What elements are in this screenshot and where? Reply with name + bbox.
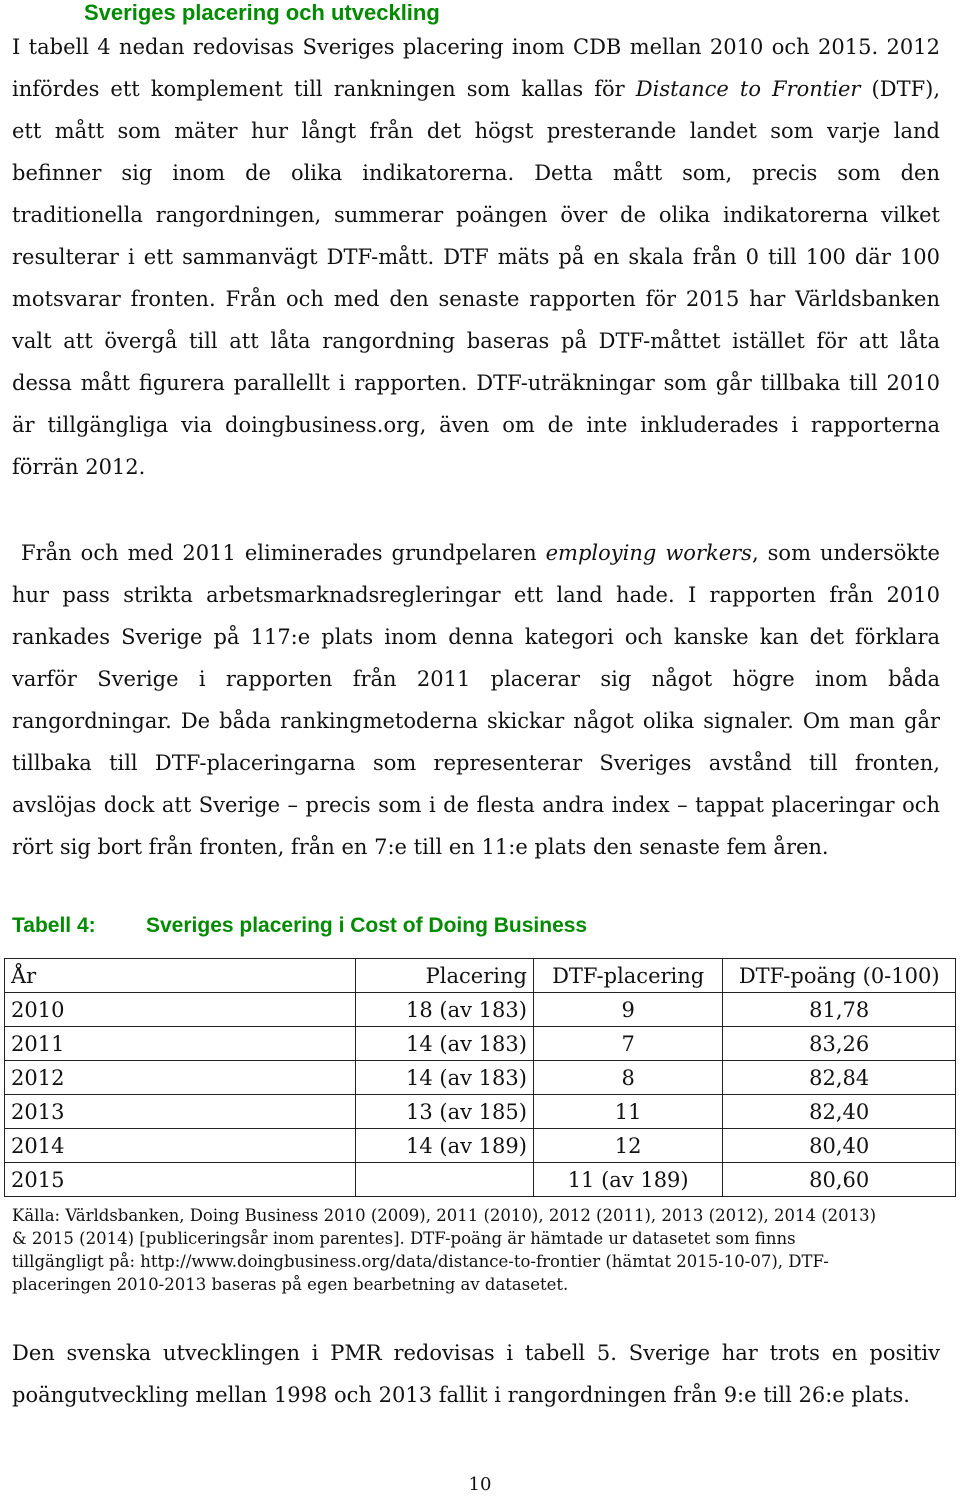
cell-dtf-placering: 7: [533, 1027, 722, 1061]
cell-dtf-poang: 82,84: [723, 1061, 956, 1095]
cell-placering: 13 (av 185): [355, 1095, 533, 1129]
table-header-row: [5, 959, 956, 993]
source-line: & 2015 (2014) [publiceringsår inom parentes]. DTF-poäng är hämtade ur datasetet som finns: [12, 1229, 796, 1248]
cell-dtf-poang: 81,78: [723, 993, 956, 1027]
text-run: , som undersökte: [751, 541, 940, 565]
italic-term: Distance to Frontier: [635, 77, 861, 101]
table-row: [5, 1163, 956, 1197]
cell-placering: [355, 1163, 533, 1197]
cell-placering: 14 (av 183): [355, 1027, 533, 1061]
text-line: motsvarar fronten. Från och med den senaste rapporten för 2015 har Världsbanken: [12, 287, 940, 311]
column-header-dtf-poang: DTF-poäng (0-100): [723, 959, 956, 993]
table-row: [5, 1095, 956, 1129]
cell-year: 2013: [5, 1095, 356, 1129]
text-line: dessa mått figurera parallellt i rapporten. DTF-uträkningar som går tillbaka till 2010: [12, 371, 940, 395]
text-line: rört sig bort från fronten, från en 7:e till en 11:e plats den senaste fem åren.: [12, 835, 829, 859]
table-row: [5, 1129, 956, 1163]
text-line: [12, 68, 940, 110]
text-line: förrän 2012.: [12, 455, 146, 479]
text-line: rangordningar. De båda rankingmetoderna skickar något olika signaler. Om man går: [12, 709, 940, 733]
text-line: hur pass strikta arbetsmarknadsregleringar ett land hade. I rapporten från 2010: [12, 583, 940, 607]
table-row: [5, 1061, 956, 1095]
text-line: är tillgängliga via doingbusiness.org, även om de inte inkluderades i rapporterna: [12, 413, 940, 437]
text-line: valt att övergå till att låta rangordning baseras på DTF-måttet istället för att låta: [12, 329, 940, 353]
text-line: varför Sverige i rapporten från 2011 placerar sig något högre inom båda: [12, 667, 940, 691]
source-line: Källa: Världsbanken, Doing Business 2010 (2009), 2011 (2010), 2012 (2011), 2013 (2012), 2014 (2013): [12, 1206, 877, 1225]
cell-year: 2014: [5, 1129, 356, 1163]
cell-dtf-poang: 82,40: [723, 1095, 956, 1129]
cell-placering: 14 (av 189): [355, 1129, 533, 1163]
cell-year: 2015: [5, 1163, 356, 1197]
text-line: traditionella rangordningen, summerar poängen över de olika indikatorerna vilket: [12, 203, 940, 227]
column-header-dtf-placering: DTF-placering: [533, 959, 722, 993]
cell-dtf-poang: 80,60: [723, 1163, 956, 1197]
text-run: Från och med 2011 eliminerades grundpelaren: [21, 541, 546, 565]
table-row: [5, 1027, 956, 1061]
text-line: Den svenska utvecklingen i PMR redovisas i tabell 5. Sverige har trots en positiv: [12, 1341, 940, 1365]
paragraph-pmr: [12, 1332, 940, 1416]
source-line: tillgängligt på: http://www.doingbusiness.org/data/distance-to-frontier (hämtat 2015-10-07), DTF-: [12, 1252, 829, 1271]
text-line: avslöjas dock att Sverige – precis som i de flesta andra index – tappat placeringar och: [12, 793, 940, 817]
text-line: [12, 532, 940, 574]
text-line: ett mått som mäter hur långt från det högst presterande landet som varje land: [12, 119, 940, 143]
cell-dtf-placering: 11 (av 189): [533, 1163, 722, 1197]
italic-term: employing workers: [545, 541, 752, 565]
paragraph-dtf-intro: [12, 26, 940, 488]
column-header-year: År: [5, 959, 356, 993]
text-line: rankades Sverige på 117:e plats inom denna kategori och kanske kan det förklara: [12, 625, 940, 649]
text-line: resulterar i ett sammanvägt DTF-mått. DTF mäts på en skala från 0 till 100 där 100: [12, 245, 940, 269]
table-label: Tabell 4:: [12, 914, 96, 937]
table-title: Sveriges placering i Cost of Doing Business: [146, 914, 588, 937]
text-line: poängutveckling mellan 1998 och 2013 fallit i rangordningen från 9:e till 26:e plats.: [12, 1383, 910, 1407]
text-line: tillbaka till DTF-placeringarna som representerar Sveriges avstånd till fronten,: [12, 751, 940, 775]
page-number: 10: [468, 1474, 492, 1495]
section-heading: Sveriges placering och utveckling: [84, 0, 440, 25]
paragraph-employing-workers: [12, 532, 940, 868]
cell-dtf-placering: 8: [533, 1061, 722, 1095]
cell-dtf-poang: 80,40: [723, 1129, 956, 1163]
cell-placering: 14 (av 183): [355, 1061, 533, 1095]
dtf-table: [4, 958, 956, 1197]
cell-year: 2012: [5, 1061, 356, 1095]
cell-year: 2010: [5, 993, 356, 1027]
cell-placering: 18 (av 183): [355, 993, 533, 1027]
cell-year: 2011: [5, 1027, 356, 1061]
cell-dtf-poang: 83,26: [723, 1027, 956, 1061]
column-header-placering: Placering: [355, 959, 533, 993]
text-run: infördes ett komplement till rankningen som kallas för: [12, 77, 636, 101]
cell-dtf-placering: 11: [533, 1095, 722, 1129]
text-line: befinner sig inom de olika indikatorerna. Detta mått som, precis som den: [12, 161, 940, 185]
table-row: [5, 993, 956, 1027]
cell-dtf-placering: 9: [533, 993, 722, 1027]
table-source-note: [12, 1204, 942, 1296]
source-line: placeringen 2010-2013 baseras på egen bearbetning av datasetet.: [12, 1275, 569, 1294]
text-line: I tabell 4 nedan redovisas Sveriges placering inom CDB mellan 2010 och 2015. 2012: [12, 35, 940, 59]
text-run: (DTF),: [860, 77, 940, 101]
cell-dtf-placering: 12: [533, 1129, 722, 1163]
